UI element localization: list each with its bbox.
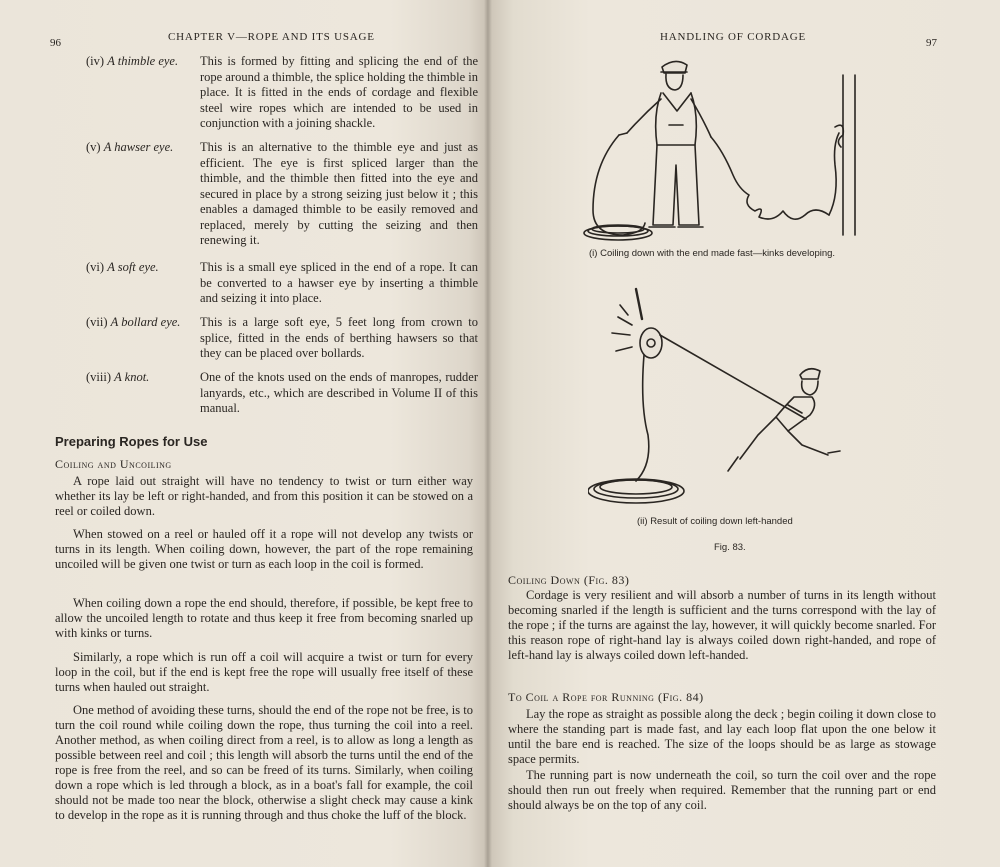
definition-entry bbox=[86, 370, 478, 417]
entry-description: One of the knots used on the ends of manropes, rudder lanyards, etc., which are described in Volume II of this manual. bbox=[200, 370, 478, 415]
definition-entry bbox=[86, 315, 478, 362]
body-paragraph: Cordage is very resilient and will absorb a number of turns in its length without becoming snarled if the length is sufficient and the turns correspond with the lay of the rope ; if the turns are against the lay, however, it will quickly become snarled. For this reason rope of right-hand lay is always coiled down right-handed, and rope of left-hand lay is always coiled down left-handed. bbox=[508, 588, 936, 662]
entry-term: A bollard eye. bbox=[110, 315, 181, 329]
entry-number: (vii) bbox=[86, 315, 108, 329]
coiling-illustration bbox=[583, 55, 883, 245]
right-page bbox=[488, 0, 1000, 867]
subsection-heading: To Coil a Rope for Running (Fig. 84) bbox=[508, 690, 704, 704]
figure-caption: (ii) Result of coiling down left-handed bbox=[637, 516, 793, 527]
entry-term: A knot. bbox=[114, 370, 150, 384]
subsection-heading: Coiling and Uncoiling bbox=[55, 457, 172, 471]
right-running-head: HANDLING OF CORDAGE bbox=[660, 31, 806, 43]
body-paragraph: When coiling down a rope the end should, therefore, if possible, be kept free to allow the uncoiled length to rotate and thus keep it free from becoming snarled up with kinks or turns. bbox=[55, 596, 473, 640]
entry-description: This is formed by fitting and splicing the end of the rope around a thimble, the splice holding the thimble in place. It is fitted in the ends of cordage and flexible steel wire ropes which are intended to be used in conjunction with a joining shackle. bbox=[200, 54, 478, 130]
entry-number: (v) bbox=[86, 140, 101, 154]
entry-description: This is an alternative to the thimble eye and just as efficient. The eye is first spliced larger than the thimble, and the thimble then fitted into the eye and secured in place by a strong seizing just below it ; this enables a damaged thimble to be easily removed and replaced, merely by cutting the seizing and then renewing it. bbox=[200, 140, 478, 247]
body-paragraph: One method of avoiding these turns, should the end of the rope not be free, is to turn the coil round while coiling down the rope, thus turning the coil into a reel. Another method, as when coiling direct from a reel, is to allow as long a length as possible between reel and coil ; this length will absorb the turns until the end of the rope is free from the reel, and so can be freed of its turns. Similarly, when coiling down a rope which is led through a block, as in a boat's fall for example, the coil should not be made too near the block, otherwise a slight check may cause a kink to develop in the rope as it is running through and thus choke the luff of the block. bbox=[55, 703, 473, 822]
left-running-head: CHAPTER V—ROPE AND ITS USAGE bbox=[168, 31, 375, 43]
section-heading: Preparing Ropes for Use bbox=[55, 434, 208, 449]
figure-caption: (i) Coiling down with the end made fast—kinks developing. bbox=[589, 248, 836, 259]
definition-entry bbox=[86, 54, 478, 132]
right-page-number: 97 bbox=[926, 37, 937, 49]
left-page bbox=[0, 0, 488, 867]
body-paragraph: When stowed on a reel or hauled off it a rope will not develop any twists or turns in its length. When coiling down, however, the part of the rope remaining uncoiled will be given one twist or turn as each loop in the coil is formed. bbox=[55, 527, 473, 571]
subsection-heading: Coiling Down (Fig. 83) bbox=[508, 573, 630, 587]
entry-term: A soft eye. bbox=[107, 260, 159, 274]
body-paragraph: Lay the rope as straight as possible along the deck ; begin coiling it down close to where the standing part is made fast, and lay each loop flat upon the one below it until the bare end is reached. The size of the loops should be as large as stowage space permits. bbox=[508, 707, 936, 766]
book-gutter bbox=[484, 0, 492, 867]
entry-description: This is a small eye spliced in the end of a rope. It can be converted to a hawser eye by inserting a thimble and seizing it into place. bbox=[200, 260, 478, 305]
figure-label: Fig. 83. bbox=[714, 542, 746, 553]
definition-entry bbox=[86, 140, 478, 249]
running-rope-illustration bbox=[588, 285, 868, 515]
body-paragraph: A rope laid out straight will have no tendency to twist or turn either way whether its lay be left or right-handed, and from this position it can be stowed on a reel or coiled down. bbox=[55, 474, 473, 518]
body-paragraph: Similarly, a rope which is run off a coil will acquire a twist or turn for every loop in the coil, but if the end is kept free the rope will usually free itself of these turns when hauled out straight. bbox=[55, 650, 473, 694]
definition-entry bbox=[86, 260, 478, 307]
entry-number: (vi) bbox=[86, 260, 105, 274]
entry-number: (viii) bbox=[86, 370, 111, 384]
entry-term: A hawser eye. bbox=[103, 140, 174, 154]
entry-number: (iv) bbox=[86, 54, 105, 68]
left-page-number: 96 bbox=[50, 37, 61, 49]
body-paragraph: The running part is now underneath the coil, so turn the coil over and the rope should then run out freely when required. Remember that the running part or end should always be on the top of any coil. bbox=[508, 768, 936, 812]
entry-description: This is a large soft eye, 5 feet long from crown to splice, fitted in the ends of berthing hawsers so that they can be placed over bollards. bbox=[200, 315, 478, 360]
entry-term: A thimble eye. bbox=[107, 54, 179, 68]
